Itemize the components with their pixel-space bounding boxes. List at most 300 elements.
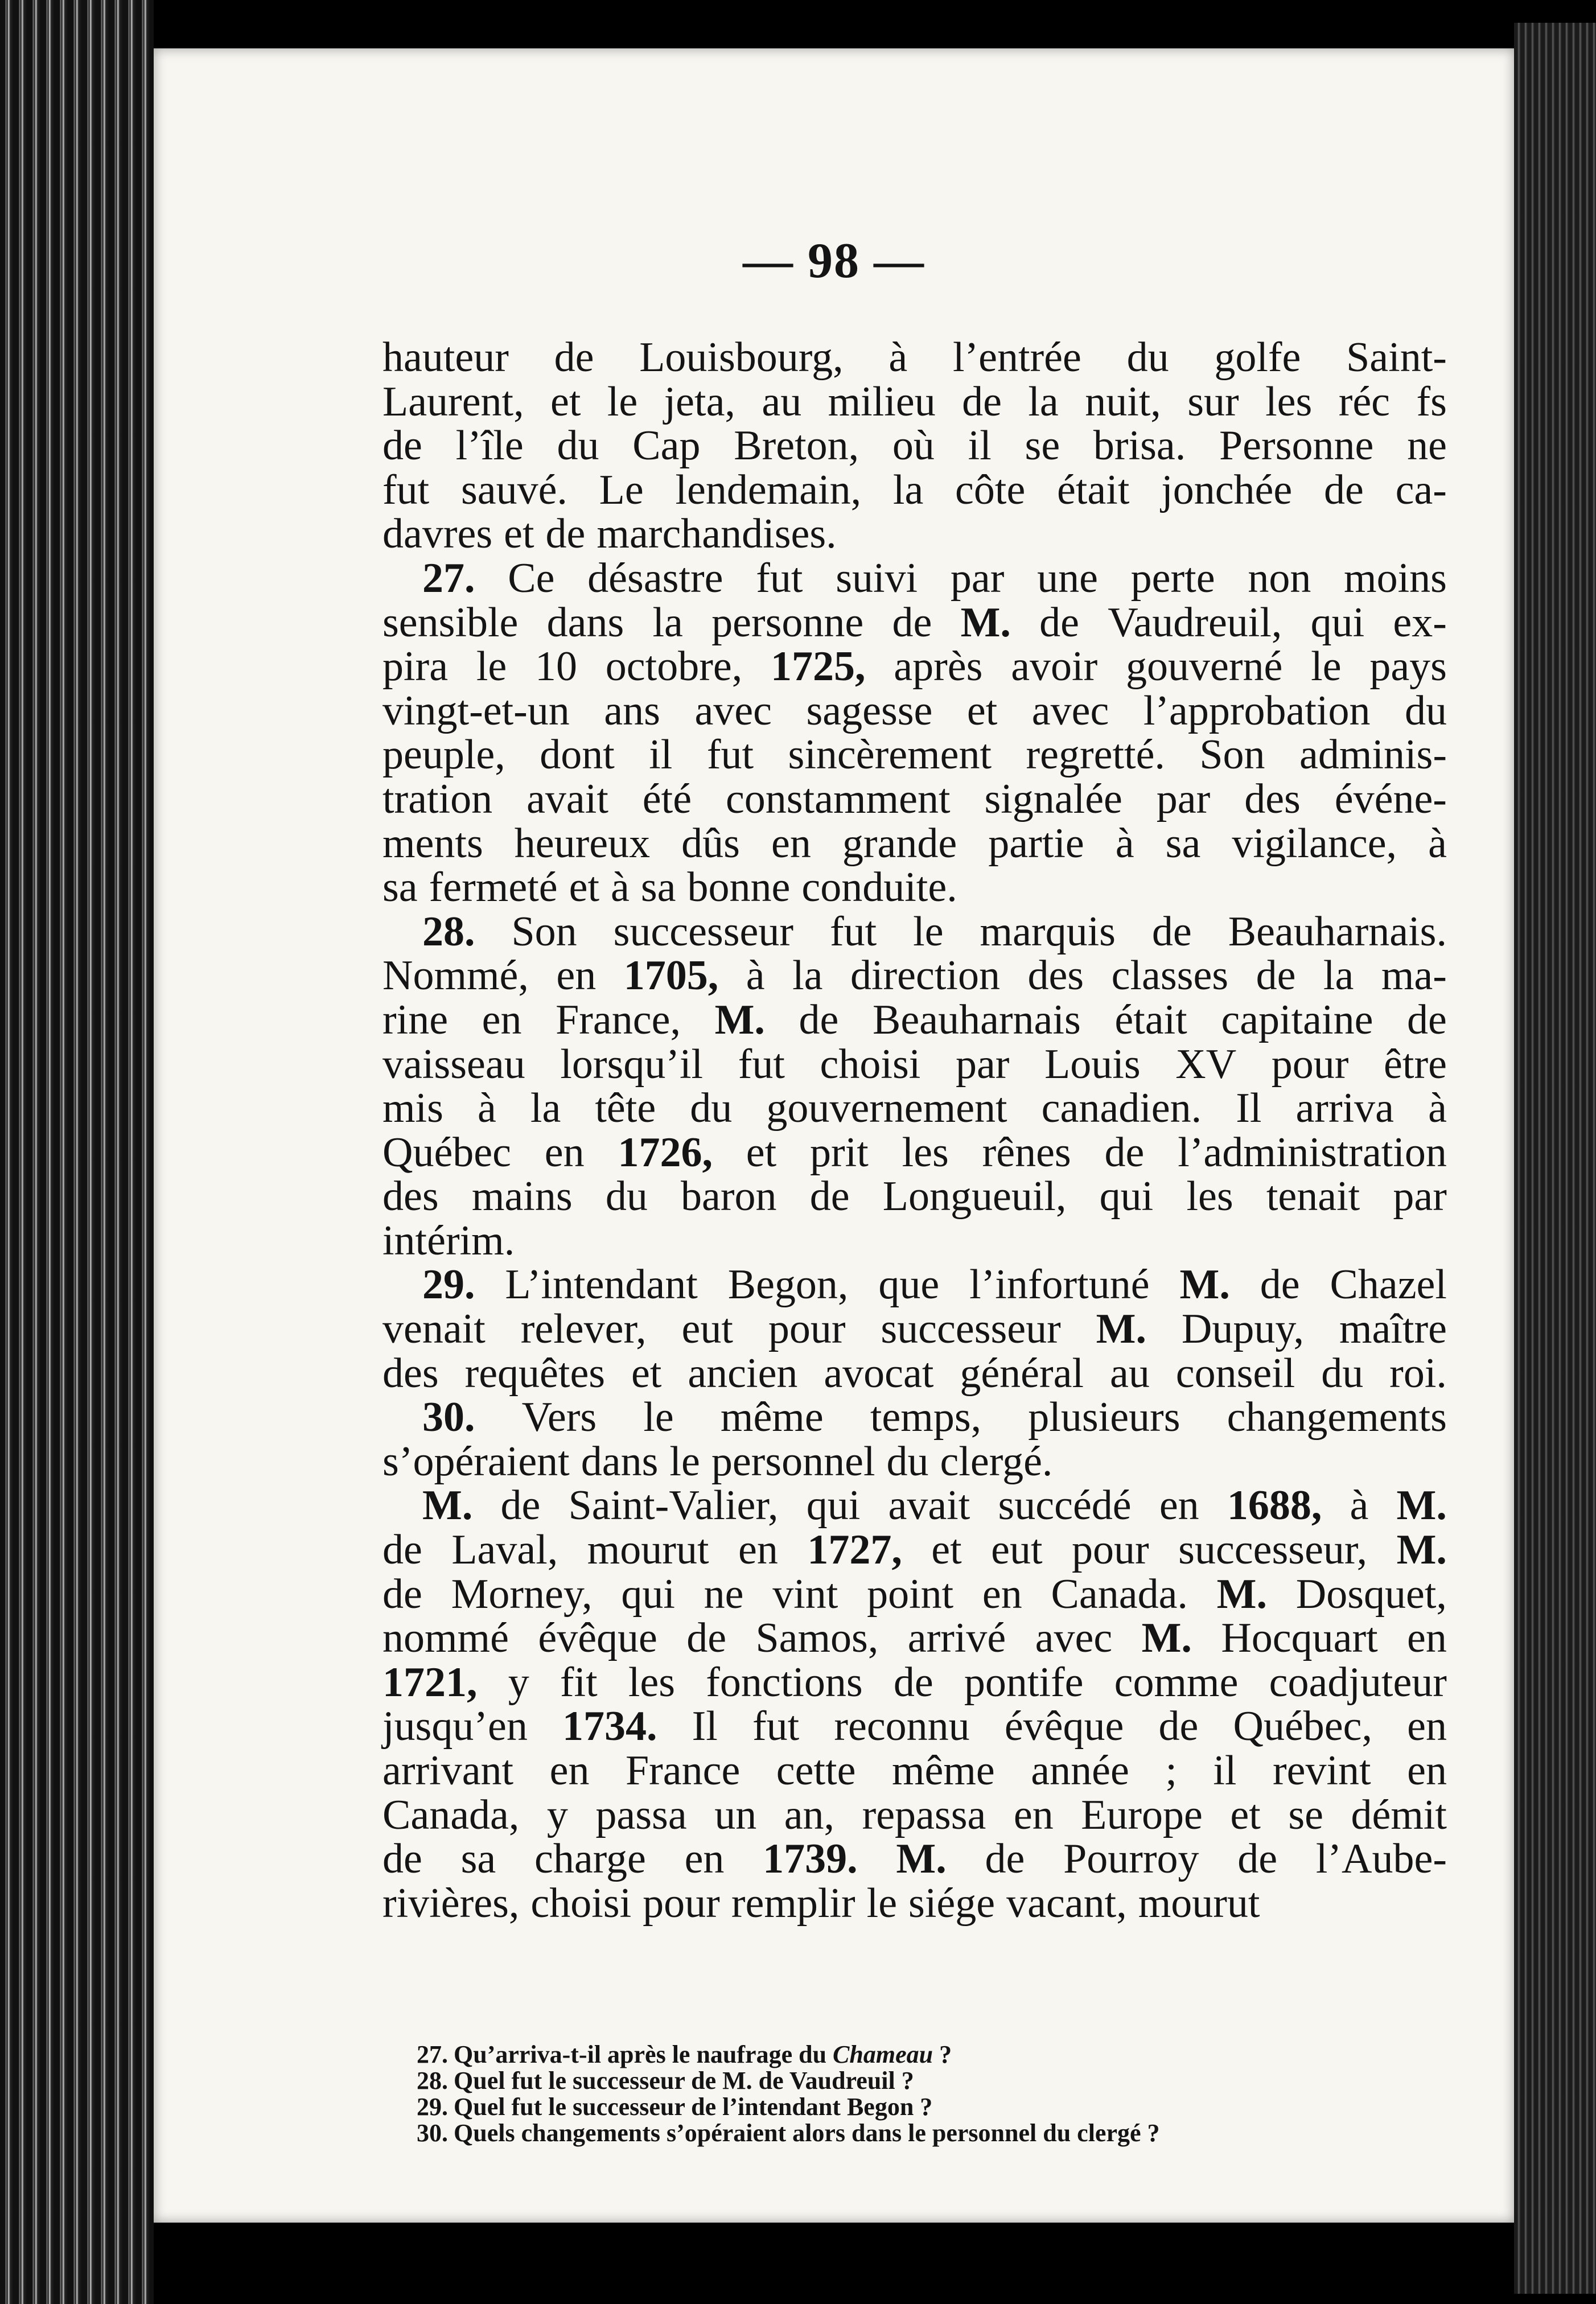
word: Samos, — [755, 1615, 879, 1662]
word: il — [649, 731, 673, 779]
word: gouvernement — [766, 1085, 1007, 1132]
word: roi. — [1389, 1350, 1447, 1397]
text-line — [382, 1219, 1447, 1264]
word: avec — [1031, 687, 1109, 734]
word: jusqu’en — [382, 1703, 528, 1750]
word: à — [477, 1085, 496, 1132]
word: successeur — [613, 908, 794, 955]
word: Breton, — [734, 422, 859, 470]
word: au — [762, 378, 802, 425]
word: en — [1013, 1791, 1054, 1838]
page-number: — 98 — — [743, 233, 925, 289]
word: après — [894, 643, 983, 690]
word: et — [1230, 1791, 1261, 1838]
word: du — [1126, 334, 1169, 381]
word: Canada. — [1051, 1570, 1188, 1618]
word: des — [1027, 952, 1084, 999]
word: fs — [1416, 378, 1447, 425]
word: à — [746, 952, 765, 999]
word: même — [891, 1747, 995, 1794]
word: le — [476, 643, 507, 690]
word: Il — [692, 1703, 718, 1750]
word: de — [1237, 1836, 1278, 1883]
word: Québec — [382, 1129, 511, 1176]
word: le — [643, 1394, 674, 1441]
text-line — [382, 554, 1447, 602]
word: Québec, — [1233, 1703, 1372, 1750]
book-binding — [0, 0, 154, 2304]
word: maître — [1339, 1306, 1447, 1353]
word: signalée — [984, 775, 1122, 822]
word: avec — [694, 687, 772, 734]
word: sa — [1165, 820, 1201, 867]
word: heureux — [514, 820, 651, 867]
word: arriva — [1295, 1085, 1394, 1132]
word: à — [1428, 820, 1447, 867]
word: XV — [1175, 1040, 1237, 1088]
word: pour — [1072, 1527, 1149, 1574]
word: côte — [955, 466, 1026, 513]
word: qui — [806, 1482, 861, 1529]
question-end: ? — [933, 2040, 952, 2068]
word: pour — [1271, 1040, 1349, 1088]
word: en — [549, 1747, 590, 1794]
word: France — [625, 1747, 741, 1794]
word: 30. — [422, 1394, 475, 1441]
book-page — [154, 48, 1514, 2223]
word: milieu — [828, 378, 936, 425]
word: 1739. — [763, 1836, 858, 1883]
word: clergé. — [940, 1438, 1053, 1485]
word: par — [1156, 775, 1211, 822]
text-line — [382, 1484, 1447, 1528]
word: des — [382, 1173, 439, 1220]
word: avocat — [824, 1350, 934, 1397]
word: 10 — [535, 643, 578, 690]
word: à — [1428, 1085, 1447, 1132]
word: Beauharnais — [873, 996, 1081, 1043]
body-text — [382, 336, 1447, 1926]
word: vint — [772, 1570, 838, 1618]
word: de — [1260, 1261, 1300, 1309]
word: à — [1115, 820, 1134, 867]
word: la — [892, 466, 924, 513]
word: Personne — [1219, 422, 1374, 470]
word: de — [382, 1527, 422, 1574]
word: y — [508, 1659, 529, 1706]
word: temps, — [870, 1394, 982, 1441]
word: de — [382, 1570, 422, 1618]
word: en — [482, 996, 522, 1043]
word: mourut — [587, 1527, 709, 1574]
word: au — [1109, 1350, 1150, 1397]
word: remplir — [731, 1879, 855, 1927]
word: qui — [1099, 1173, 1154, 1220]
word: vaisseau — [382, 1040, 525, 1088]
word: tration — [382, 775, 493, 822]
text-line — [382, 733, 1447, 777]
word: de — [1039, 599, 1079, 646]
word: sagesse — [806, 687, 933, 734]
word: les — [1186, 1173, 1233, 1220]
word: à — [889, 334, 908, 381]
word: que — [878, 1261, 940, 1309]
text-line — [382, 1087, 1447, 1131]
word: et — [569, 864, 600, 911]
word: Laval, — [451, 1527, 558, 1574]
word: changements — [1227, 1394, 1447, 1441]
word: siége — [908, 1879, 996, 1927]
word: en — [738, 1527, 778, 1574]
word: M. — [422, 1482, 473, 1529]
word: M. — [1396, 1482, 1447, 1529]
text-line — [382, 645, 1447, 689]
word: de — [382, 422, 422, 470]
word: de — [962, 378, 1002, 425]
word: par — [955, 1040, 1010, 1088]
word: constamment — [725, 775, 951, 822]
word: intérim. — [382, 1217, 515, 1264]
text-line — [382, 1528, 1447, 1573]
text-line — [382, 1837, 1447, 1882]
word: 1688, — [1227, 1482, 1322, 1529]
word: marquis — [980, 908, 1116, 955]
word: en — [1159, 1482, 1199, 1529]
word: adminis- — [1299, 731, 1447, 779]
word: Beauharnais. — [1228, 908, 1447, 955]
word: le — [669, 1438, 700, 1485]
word: à — [1350, 1482, 1369, 1529]
word: marchandises. — [597, 511, 837, 558]
word: en — [1407, 1615, 1447, 1662]
word: M. — [714, 996, 765, 1043]
word: un — [714, 1791, 757, 1838]
text-line — [382, 822, 1447, 866]
word: du — [690, 1085, 733, 1132]
word: de — [1158, 1703, 1199, 1750]
word: ma- — [1381, 952, 1447, 999]
word: réc — [1338, 378, 1391, 425]
word: relever, — [520, 1306, 647, 1353]
word: en — [1407, 1703, 1447, 1750]
word: choisi — [820, 1040, 921, 1088]
word: M. — [960, 599, 1011, 646]
word: avait — [888, 1482, 970, 1529]
word: non — [1248, 554, 1311, 602]
text-line — [382, 1749, 1447, 1793]
word: point — [867, 1570, 954, 1618]
word: Saint- — [1346, 334, 1447, 381]
word: la — [792, 952, 823, 999]
text-line — [382, 1307, 1447, 1352]
word: sa — [640, 864, 676, 911]
word: coadjuteur — [1269, 1659, 1447, 1706]
word: de — [892, 599, 932, 646]
word: fut — [738, 1040, 785, 1088]
word: de — [686, 1615, 727, 1662]
word: se — [1288, 1791, 1323, 1838]
word: il — [968, 422, 992, 470]
word: L’intendant — [505, 1261, 698, 1309]
text-line — [382, 1263, 1447, 1307]
word: reconnu — [834, 1703, 970, 1750]
word: fonctions — [706, 1659, 863, 1706]
word: évêque — [538, 1615, 657, 1662]
word: mourut — [1138, 1879, 1260, 1927]
word: de — [1151, 908, 1192, 955]
word: sa — [382, 864, 418, 911]
word: requêtes — [464, 1350, 606, 1397]
word: du — [557, 422, 599, 470]
word: sensible — [382, 599, 519, 646]
word: événe- — [1334, 775, 1447, 822]
word: Morney, — [451, 1570, 593, 1618]
text-line — [382, 777, 1447, 822]
word: de — [382, 1836, 422, 1883]
word: où — [892, 422, 935, 470]
word: France, — [556, 996, 681, 1043]
word: fut — [382, 466, 430, 513]
word: de — [1104, 1129, 1145, 1176]
word: repassa — [862, 1791, 986, 1838]
word: plusieurs — [1028, 1394, 1180, 1441]
word: de — [1407, 996, 1447, 1043]
word: dans — [581, 1438, 659, 1485]
word: gouverné — [1126, 643, 1283, 690]
word: arrivant — [382, 1747, 514, 1794]
word: fut — [752, 1703, 800, 1750]
word: dont — [540, 731, 615, 779]
word: Vaudreuil, — [1108, 599, 1282, 646]
word: de — [1256, 952, 1296, 999]
word: M. — [1396, 1527, 1447, 1574]
word: Le — [599, 466, 644, 513]
word: et — [550, 378, 581, 425]
word: l’administration — [1178, 1129, 1447, 1176]
word: mains — [471, 1173, 573, 1220]
word: eut — [991, 1527, 1043, 1574]
word: successeur — [881, 1306, 1061, 1353]
word: être — [1384, 1040, 1447, 1088]
text-line — [382, 1040, 1447, 1088]
word: golfe — [1214, 334, 1301, 381]
word: Son — [511, 908, 577, 955]
word: Longueuil, — [882, 1173, 1067, 1220]
text-line — [382, 1352, 1447, 1396]
word: été — [642, 775, 692, 822]
text-line — [382, 866, 1447, 910]
question-number: 29. — [417, 2093, 448, 2121]
word: ancien — [688, 1350, 798, 1397]
word: par — [1393, 1173, 1447, 1220]
text-line — [382, 689, 1447, 734]
word: évêque — [1004, 1703, 1124, 1750]
word: rivières, — [382, 1879, 520, 1927]
word: général — [960, 1350, 1084, 1397]
word: fut — [756, 554, 803, 602]
word: personnel — [711, 1438, 875, 1485]
question-line — [417, 2120, 1487, 2146]
word: nuit, — [1085, 378, 1161, 425]
word: tête — [595, 1085, 656, 1132]
text-line — [382, 1661, 1447, 1705]
word: Louis — [1044, 1040, 1141, 1088]
review-questions — [417, 2042, 1487, 2146]
word: le — [866, 1879, 898, 1927]
word: davres — [382, 511, 493, 558]
word: baron — [681, 1173, 777, 1220]
word: pira — [382, 643, 449, 690]
word: bonne — [687, 864, 791, 911]
text-line — [382, 1616, 1447, 1661]
word: l’approbation — [1143, 687, 1371, 734]
word: pays — [1369, 643, 1447, 690]
word: et — [631, 1350, 662, 1397]
word: Son — [1199, 731, 1265, 779]
word: l’Aube- — [1315, 1836, 1447, 1883]
word: eut — [681, 1306, 733, 1353]
word: fit — [560, 1659, 598, 1706]
word: 1705, — [623, 952, 719, 999]
word: y — [546, 1791, 568, 1838]
word: an, — [784, 1791, 835, 1838]
text-line — [382, 1175, 1447, 1219]
word: classes — [1111, 952, 1229, 999]
word: désastre — [587, 554, 723, 602]
word: jeta, — [664, 378, 735, 425]
word: et — [504, 511, 534, 558]
word: lorsqu’il — [560, 1040, 704, 1088]
word: Louisbourg, — [639, 334, 844, 381]
word: du — [1321, 1350, 1364, 1397]
word: une — [1037, 554, 1098, 602]
word: de — [554, 334, 594, 381]
word: en — [1407, 1747, 1447, 1794]
word: 28. — [422, 908, 475, 955]
word: lendemain, — [675, 466, 862, 513]
word: il — [1213, 1747, 1237, 1794]
word: ne — [704, 1570, 744, 1618]
word: vigilance, — [1232, 820, 1397, 867]
word: fut — [706, 731, 754, 779]
word: rênes — [982, 1129, 1071, 1176]
word: Laurent, — [382, 378, 524, 425]
word: Nommé, — [382, 952, 529, 999]
word: regretté. — [1026, 731, 1165, 779]
word: même — [720, 1394, 824, 1441]
word: successeur, — [1178, 1527, 1368, 1574]
question-text: Quel fut le successeur de M. de Vaudreuil ? — [454, 2067, 914, 2095]
word: de — [893, 1659, 933, 1706]
word: en — [771, 820, 811, 867]
word: l’infortuné — [969, 1261, 1150, 1309]
word: était — [1057, 466, 1130, 513]
word: M. — [1141, 1615, 1192, 1662]
word: ans — [604, 687, 660, 734]
word: M. — [1216, 1570, 1268, 1618]
word: du — [605, 1173, 648, 1220]
word: grande — [842, 820, 957, 867]
word: pontife — [964, 1659, 1084, 1706]
word: année — [1031, 1747, 1129, 1794]
word: rine — [382, 996, 449, 1043]
word: personne — [711, 599, 864, 646]
word: en — [982, 1570, 1022, 1618]
word: avait — [526, 775, 608, 822]
word: revint — [1273, 1747, 1371, 1794]
word: sur — [1187, 378, 1239, 425]
word: et — [931, 1527, 962, 1574]
word: les — [1265, 378, 1313, 425]
word: vingt-et-un — [382, 687, 570, 734]
word: 29. — [422, 1261, 475, 1309]
text-line — [382, 512, 1447, 557]
word: Saint-Valier, — [568, 1482, 779, 1529]
word: venait — [382, 1306, 486, 1353]
question-number: 30. — [417, 2119, 448, 2147]
word: démit — [1351, 1791, 1447, 1838]
word: vacant, — [1006, 1879, 1127, 1927]
word: M. — [1096, 1306, 1147, 1353]
text-line — [382, 468, 1447, 513]
word: conseil — [1175, 1350, 1295, 1397]
word: de — [1323, 466, 1364, 513]
word: ca- — [1395, 466, 1447, 513]
word: capitaine — [1221, 996, 1373, 1043]
question-text: Quels changements s’opéraient alors dans le personnel du clergé ? — [454, 2119, 1160, 2147]
word: passa — [595, 1791, 687, 1838]
text-line — [382, 1570, 1447, 1618]
word: Cap — [632, 422, 701, 470]
word: se — [1025, 422, 1060, 470]
word: partie — [988, 820, 1084, 867]
word: l’entrée — [952, 334, 1081, 381]
question-number: 28. — [417, 2067, 448, 2095]
word: perte — [1130, 554, 1215, 602]
text-line — [382, 1396, 1447, 1440]
word: des — [1244, 775, 1301, 822]
text-line — [382, 336, 1447, 380]
word: pour — [768, 1306, 846, 1353]
word: pour — [643, 1879, 720, 1927]
word: moins — [1344, 554, 1447, 602]
word: ex- — [1393, 599, 1447, 646]
word: suivi — [836, 554, 918, 602]
word: et — [746, 1129, 777, 1176]
word: arrivé — [907, 1615, 1006, 1662]
word: dûs — [681, 820, 740, 867]
text-line — [382, 1705, 1447, 1749]
text-line — [382, 910, 1447, 954]
word: de — [500, 1482, 541, 1529]
word: le — [913, 908, 944, 955]
question-text: Quel fut le successeur de l’intendant Begon ? — [454, 2093, 933, 2121]
word: qui — [1310, 599, 1365, 646]
question-text: Qu’arriva-t-il après le naufrage du — [454, 2040, 833, 2068]
question-line — [417, 2042, 1487, 2068]
word: cette — [776, 1747, 856, 1794]
word: dans — [546, 599, 624, 646]
word: du — [886, 1438, 929, 1485]
question-italic-text: Chameau — [833, 2040, 933, 2068]
word: comme — [1114, 1659, 1239, 1706]
word: 1727, — [807, 1527, 902, 1574]
word: 1725, — [770, 643, 866, 690]
text-line — [382, 380, 1447, 425]
text-line — [382, 1793, 1447, 1838]
word: Vers — [521, 1394, 597, 1441]
word: de — [799, 996, 839, 1043]
